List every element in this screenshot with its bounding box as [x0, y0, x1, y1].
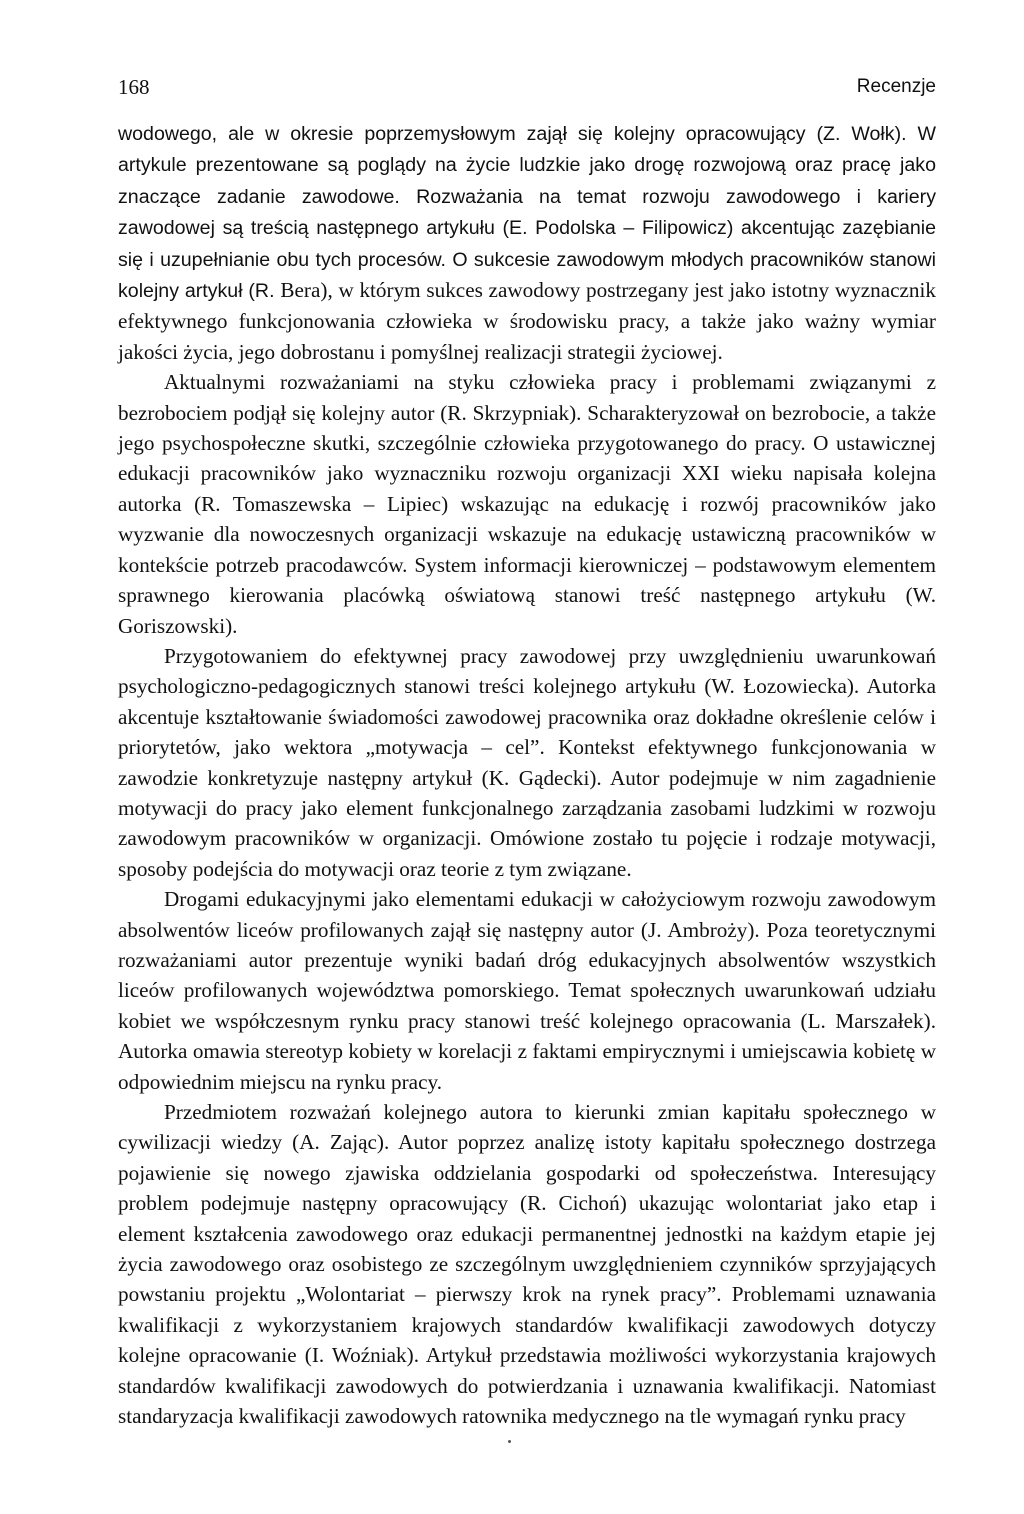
body-paragraph	[118, 884, 936, 1097]
body-paragraph	[118, 367, 936, 641]
scan-speck	[508, 1440, 511, 1443]
text-run: Przygotowaniem do efektywnej pracy zawodowej przy uwzględnieniu uwarunkowań psychologiczno-pedagogicznych stanowi treści kolejnego artykułu (W. Łozowiecka). Autorka akcentuje kształtowanie świadomości zawodowej pracownika oraz dokładne określenie celów i priorytetów, jako wektora „motywacja – cel”. Kontekst efektywnego funkcjonowania w zawodzie konkretyzuje następny artykuł (K. Gądecki). Autor podejmuje w nim zagadnienie motywacji do pracy jako element funkcjonalnego zarządzania zasobami ludzkimi w rozwoju zawodowym pracowników w organizacji. Omówione zostało tu pojęcie i rodzaje motywacji, sposoby podejścia do motywacji oraz teorie z tym związane.	[118, 643, 936, 881]
text-run: Aktualnymi rozważaniami na styku człowieka pracy i problemami związanymi z bezrobociem podjął się kolejny autor (R. Skrzypniak). Scharakteryzował on bezrobocie, a także jego psychospołeczne skutki, szczególnie człowieka przygotowanego do pracy. O ustawicznej edukacji pracowników jako wyznaczniku rozwoju organizacji XXI wieku napisała kolejna autorka (R. Tomaszewska – Lipiec) wskazując na edukację i rozwój pracowników jako wyzwanie dla nowoczesnych organizacji wskazuje na edukację ustawiczną pracowników w kontekście potrzeb pracodawców. System informacji kierowniczej – podstawowym elementem sprawnego kierowania placówką oświatową stanowi treść następnego artykułu (W. Goriszowski).	[118, 370, 936, 638]
body-paragraph	[118, 118, 936, 367]
body-text	[118, 118, 936, 1431]
body-paragraph	[118, 641, 936, 884]
text-run: Drogami edukacyjnymi jako elementami edukacji w całożyciowym rozwoju zawodowym absolwentów liceów profilowanych zajął się następny autor (J. Ambroży). Poza teoretycznymi rozważaniami autor prezentuje wyniki badań dróg edukacyjnych absolwentów wszystkich liceów profilowanych województwa pomorskiego. Temat społecznych uwarunkowań udziału kobiet we współczesnym rynku pracy stanowi treść kolejnego opracowania (L. Marszałek). Autorka omawia stereotyp kobiety w korelacji z faktami empirycznymi i umiejscawia kobietę w odpowiednim miejscu na rynku pracy.	[118, 887, 936, 1094]
text-run: Bera), w którym sukces zawodowy postrzegany jest jako istotny wyznacznik efektywnego funkcjonowania człowieka w środowisku pracy, a także jako ważny wymiar jakości życia, jego dobrostanu i pomyślnej realizacji strategii życiowej.	[118, 278, 936, 364]
text-run: Przedmiotem rozważań kolejnego autora to kierunki zmian kapitału społecznego w cywilizacji wiedzy (A. Zając). Autor poprzez analizę istoty kapitału społecznego dostrzega pojawienie się nowego zjawiska oddzielania gospodarki od społeczeństwa. Interesujący problem podejmuje następny opracowujący (R. Cichoń) ukazując wolontariat jako etap i element kształcenia zawodowego oraz edukacji permanentnej jednostki na każdym etapie jej życia zawodowego oraz osobistego ze szczególnym uwzględnieniem czynników sprzyjających powstaniu projektu „Wolontariat – pierwszy krok na rynek pracy”. Problemami uznawania kwalifikacji z wykorzystaniem krajowych standardów kwalifikacji zawodowych dotyczy kolejne opracowanie (I. Woźniak). Artykuł przedstawia możliwości wykorzystania krajowych standardów kwalifikacji zawodowych do potwierdzania i uznawania kwalifikacji. Natomiast standaryzacja kwalifikacji zawodowych ratownika medycznego na tle wymagań rynku pracy	[118, 1100, 936, 1429]
section-title: Recenzje	[856, 76, 936, 97]
text-run: wodowego, ale w okresie poprzemysłowym zajął się kolejny opracowujący (Z. Wołk). W artykule prezentowane są poglądy na życie ludzkie jako drogę rozwojową oraz pracę jako znaczące zadanie zawodowe. Rozważania na temat rozwoju zawodowego i kariery zawodowej są treścią następnego artykułu (E. Podolska – Filipowicz) akcentując zazębianie się i uzupełnianie obu tych procesów. O sukcesie zawodowym młodych pracowników stanowi kolejny artykuł (R.	[118, 123, 936, 303]
page-number: 168	[118, 75, 150, 99]
running-header	[118, 72, 936, 102]
body-paragraph	[118, 1097, 936, 1431]
